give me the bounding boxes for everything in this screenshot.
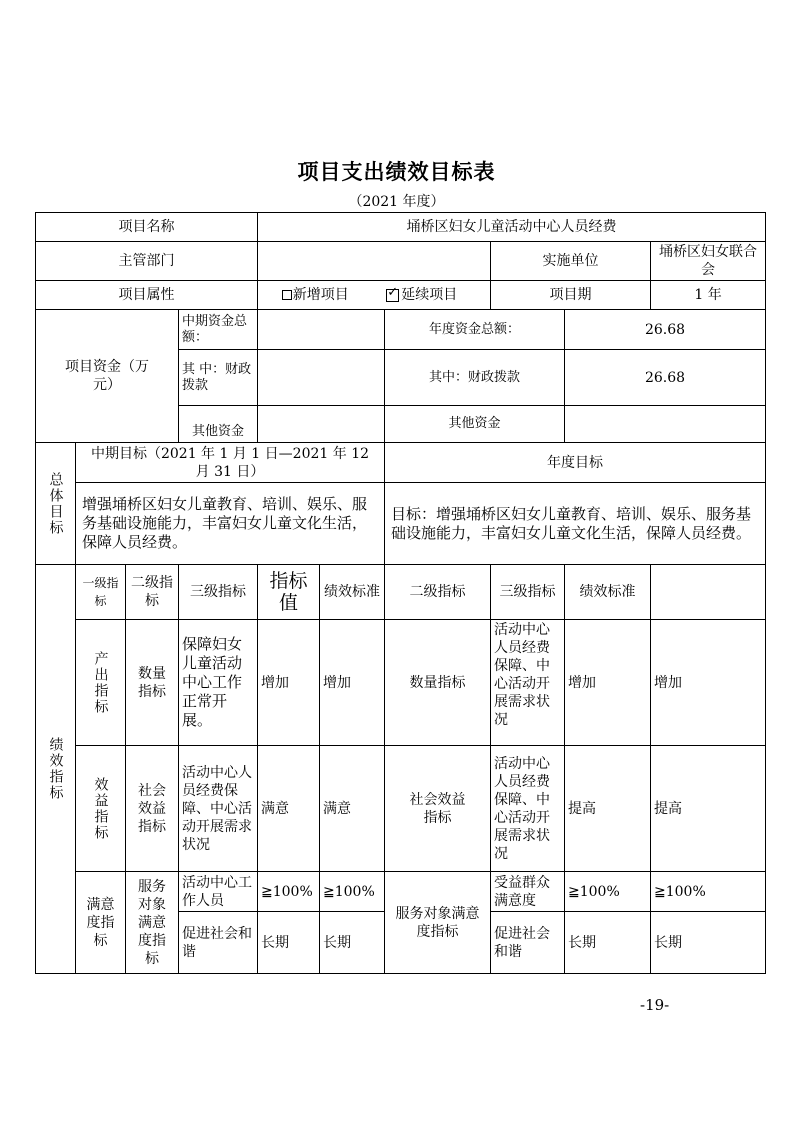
output-level3: 保障妇女儿童活动中心工作正常开展。 [179,620,258,746]
annual-target-label: 年度目标 [385,443,766,483]
period-value: 1 年 [651,281,766,310]
header-level1: 一级指标 [76,565,126,620]
annual-target-text: 目标：增强埇桥区妇女儿童教育、培训、娱乐、服务基础设施能力，丰富妇女儿童文化生活，保障人员经费。 [385,483,766,565]
annual-satisfaction-r2-value: 长期 [651,912,766,974]
of-which-value [258,350,385,406]
dept-label: 主管部门 [36,242,258,281]
benefit-level1: 效益指标 [76,746,126,872]
output-value: 增加 [258,620,320,746]
annual-output-level2: 数量指标 [385,620,491,746]
attr-options [258,281,491,310]
overall-goal-label: 总体目标 [36,443,76,565]
annual-other-label: 其他资金 [385,406,565,443]
satisfaction-r1-standard: ≧100% [320,872,385,912]
mid-target-text: 增强埇桥区妇女儿童教育、培训、娱乐、服务基础设施能力，丰富妇女儿童文化生活，保障人员经费。 [76,483,385,565]
other-label: 其他资金 [179,406,258,443]
annual-benefit-level2: 社会效益指标 [385,746,491,872]
satisfaction-r1-value: ≧100% [258,872,320,912]
attr-label: 项目属性 [36,281,258,310]
annual-total-label: 年度资金总额： [385,310,565,350]
impl-value: 埇桥区妇女联合会 [651,242,766,281]
benefit-level2: 社会效益指标 [126,746,179,872]
annual-output-value: 增加 [651,620,766,746]
performance-target-table [35,212,766,974]
output-level2: 数量指标 [126,620,179,746]
header-annual-standard: 绩效标准 [565,565,651,620]
mid-total-value [258,310,385,350]
header-annual-blank [651,565,766,620]
header-indicator-value: 指标值 [258,565,320,620]
satisfaction-level2: 服务对象满意度指标 [126,872,179,974]
annual-satisfaction-r2-level3: 促进社会和谐 [491,912,565,974]
annual-satisfaction-r2-standard: 长期 [565,912,651,974]
output-level1: 产出指标 [76,620,126,746]
annual-total-value: 26.68 [565,310,766,350]
dept-value [258,242,491,281]
annual-satisfaction-r1-value: ≧100% [651,872,766,912]
annual-output-level3: 活动中心人员经费保障、中心活动开展需求状况 [491,620,565,746]
attr-cont-label: 延续项目 [401,287,458,303]
annual-other-value [565,406,766,443]
mid-target-label: 中期目标（2021 年 1 月 1 日—2021 年 12 月 31 日） [76,443,385,483]
project-name-value: 埇桥区妇女儿童活动中心人员经费 [258,213,766,242]
annual-benefit-standard: 提高 [565,746,651,872]
header-standard: 绩效标准 [320,565,385,620]
benefit-standard: 满意 [320,746,385,872]
header-annual-level2: 二级指标 [385,565,491,620]
satisfaction-r2-level3: 促进社会和谐 [179,912,258,974]
new-project-checkbox-icon[interactable] [282,290,292,300]
mid-total-label: 中期资金总额： [179,310,258,350]
satisfaction-r2-value: 长期 [258,912,320,974]
funds-label: 项目资金（万元） [36,310,179,443]
annual-satisfaction-r1-level3: 受益群众满意度 [491,872,565,912]
annual-satisfaction-r1-standard: ≧100% [565,872,651,912]
output-standard: 增加 [320,620,385,746]
annual-output-standard: 增加 [565,620,651,746]
benefit-level3: 活动中心人员经费保障、中心活动开展需求状况 [179,746,258,872]
header-annual-level3: 三级指标 [491,565,565,620]
other-value [258,406,385,443]
annual-benefit-level3: 活动中心人员经费保障、中心活动开展需求状况 [491,746,565,872]
year-subtitle: （2021 年度） [348,194,445,210]
satisfaction-r2-standard: 长期 [320,912,385,974]
continuing-project-checked-icon[interactable] [386,289,399,302]
annual-of-which-label: 其中：财政拨款 [385,350,565,406]
annual-of-which-value: 26.68 [565,350,766,406]
impl-label: 实施单位 [491,242,651,281]
header-level2: 二级指标 [126,565,179,620]
page-number: -19- [640,996,670,1014]
annual-benefit-value: 提高 [651,746,766,872]
perf-indicator-label: 绩效指标 [36,565,76,974]
period-label: 项目期 [491,281,651,310]
annual-satisfaction-level2: 服务对象满意度指标 [385,872,491,974]
benefit-value: 满意 [258,746,320,872]
project-name-label: 项目名称 [36,213,258,242]
of-which-label: 其 中：财政拨款 [179,350,258,406]
attr-new-label: 新增项目 [292,287,349,303]
satisfaction-r1-level3: 活动中心工作人员 [179,872,258,912]
satisfaction-level1: 满意度指标 [76,872,126,974]
page-title: 项目支出绩效目标表 [297,160,496,184]
header-level3: 三级指标 [179,565,258,620]
